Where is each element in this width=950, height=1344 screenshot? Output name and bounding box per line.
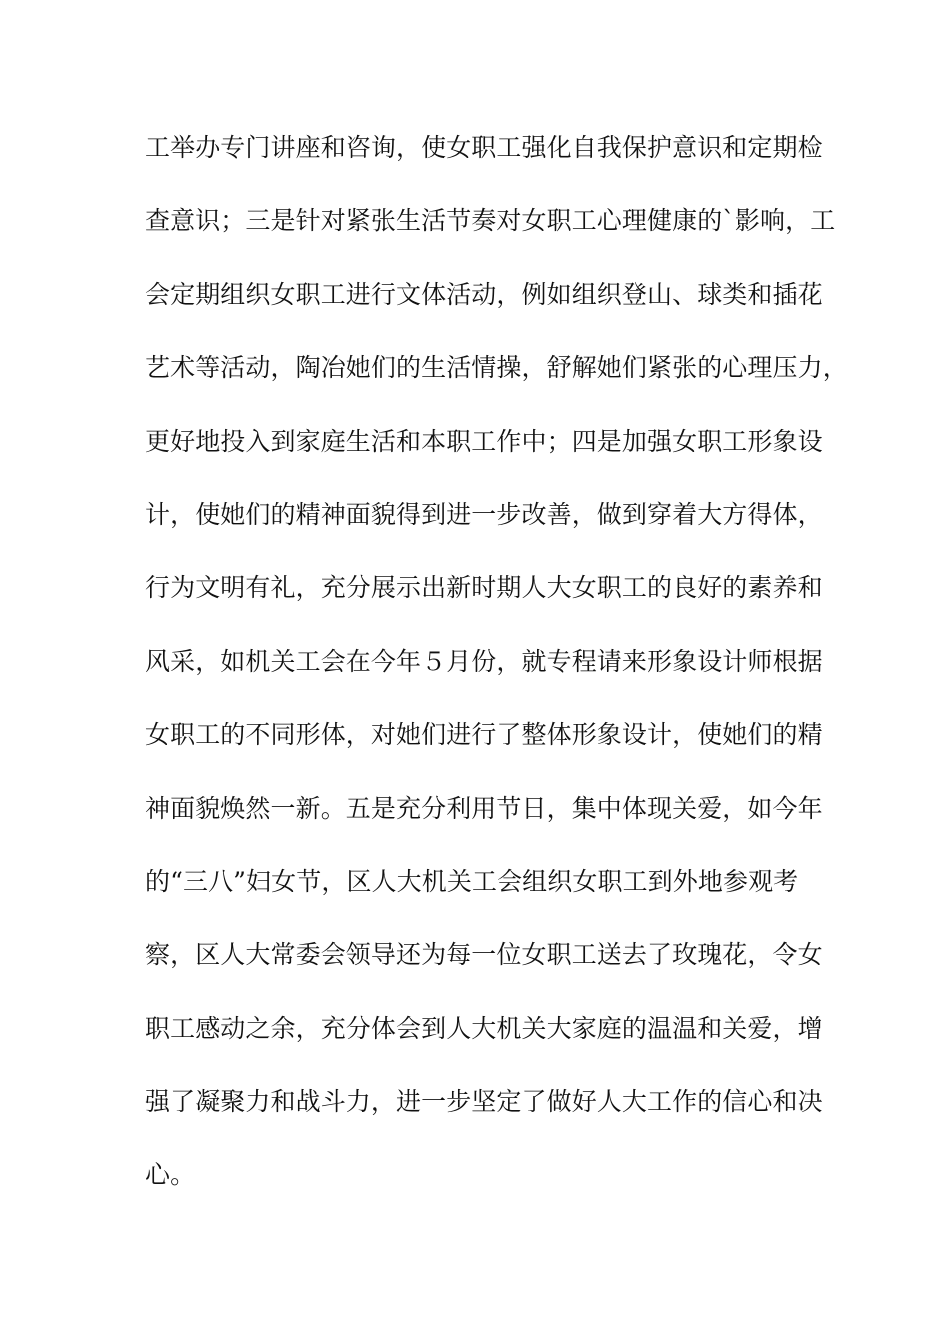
text-line-11: 的“三八”妇女节，区人大机关工会组织女职工到外地参观考 bbox=[145, 866, 799, 896]
text-line-15: 心。 bbox=[145, 1160, 196, 1190]
text-line-7: 行为文明有礼，充分展示出新时期人大女职工的良好的素养和 bbox=[145, 573, 823, 603]
text-line-3: 会定期组织女职工进行文体活动，例如组织登山、球类和插花 bbox=[145, 279, 823, 309]
body-text bbox=[145, 133, 848, 1234]
text-line-14: 强了凝聚力和战斗力，进一步坚定了做好人大工作的信心和决 bbox=[145, 1087, 823, 1117]
text-line-6: 计，使她们的精神面貌得到进一步改善，做到穿着大方得体， bbox=[145, 499, 823, 529]
text-line-10: 神面貌焕然一新。五是充分利用节日，集中体现关爱，如今年 bbox=[145, 793, 823, 823]
text-line-12: 察，区人大常委会领导还为每一位女职工送去了玫瑰花，令女 bbox=[145, 940, 823, 970]
text-line-4: 艺术等活动，陶冶她们的生活情操，舒解她们紧张的心理压力， bbox=[145, 353, 848, 383]
text-line-1: 工举办专门讲座和咨询，使女职工强化自我保护意识和定期检 bbox=[145, 133, 823, 162]
text-line-5: 更好地投入到家庭生活和本职工作中；四是加强女职工形象设 bbox=[145, 426, 823, 456]
text-line-9: 女职工的不同形体，对她们进行了整体形象设计，使她们的精 bbox=[145, 720, 823, 750]
text-line-2: 查意识；三是针对紧张生活节奏对女职工心理健康的`影响，工 bbox=[145, 206, 836, 236]
text-line-13: 职工感动之余，充分体会到人大机关大家庭的温温和关爱，增 bbox=[145, 1013, 823, 1043]
text-line-8: 风采，如机关工会在今年５月份，就专程请来形象设计师根据 bbox=[145, 646, 823, 676]
